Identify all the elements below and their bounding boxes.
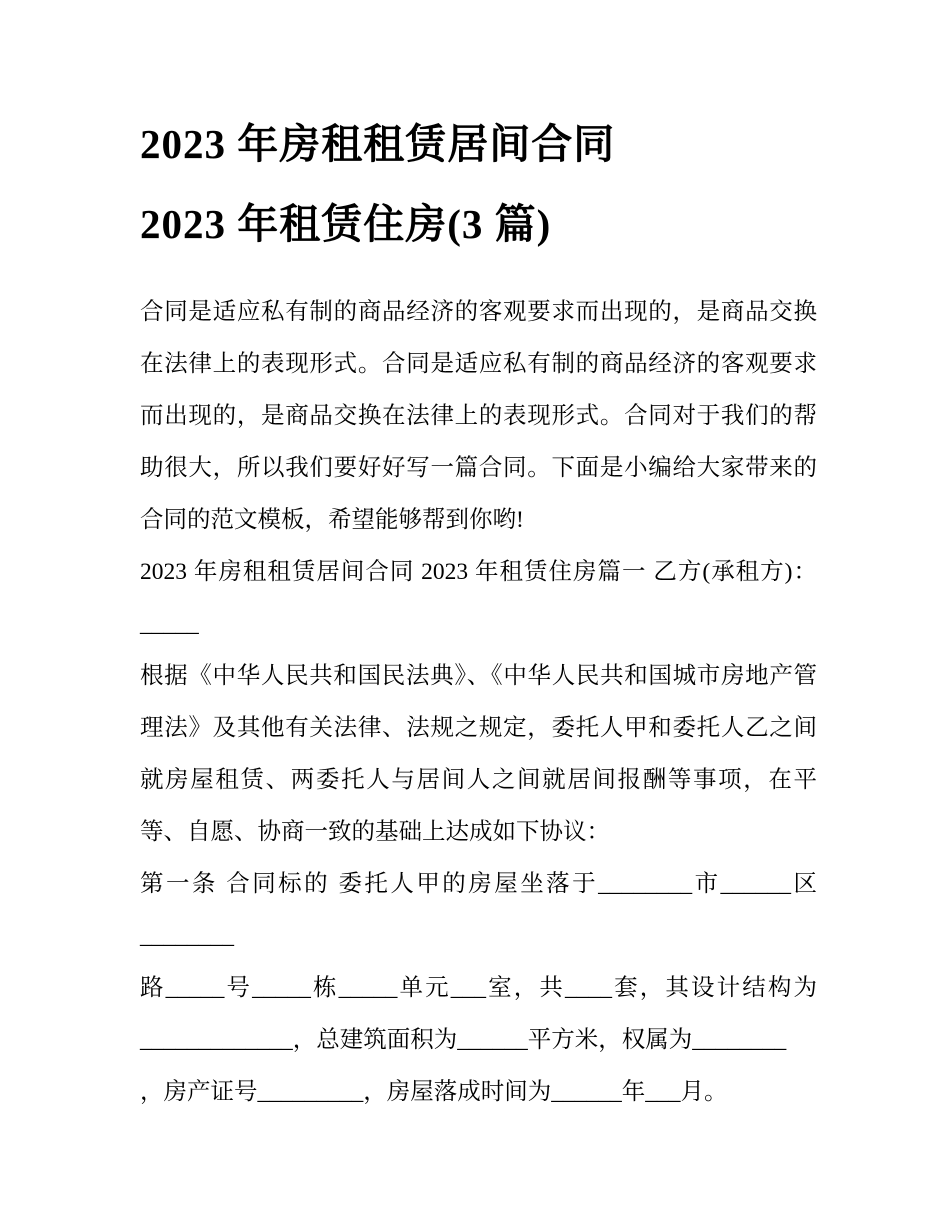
document-title-line-2: 2023 年租赁住房(3 篇) bbox=[140, 201, 552, 247]
paragraph-property-certificate: ，房产证号_________，房屋落成时间为______年___月。 bbox=[140, 1079, 728, 1105]
document-body bbox=[140, 286, 817, 1118]
paragraph-party-b: 2023 年房租租赁居间合同 2023 年租赁住房篇一 乙方(承租方)：_____ bbox=[140, 559, 817, 637]
paragraph-legal-basis: 根据《中华人民共和国民法典》、《中华人民共和国城市房地产管理法》及其他有关法律、法规之规定，委托人甲和委托人乙之间就房屋租赁、两委托人与居间人之间就居间报酬等事项，在平等、自愿、协商一致的基础上达成如下协议： bbox=[140, 663, 817, 845]
document-title bbox=[140, 104, 817, 264]
paragraph-intro: 合同是适应私有制的商品经济的客观要求而出现的，是商品交换在法律上的表现形式。合同是适应私有制的商品经济的客观要求而出现的，是商品交换在法律上的表现形式。合同对于我们的帮助很大，所以我们要好好写一篇合同。下面是小编给大家带来的合同的范文模板，希望能够帮到你哟! bbox=[140, 299, 817, 533]
paragraph-article-1-subject: 第一条 合同标的 委托人甲的房屋坐落于________市______区________ bbox=[140, 871, 817, 949]
paragraph-address-details: 路_____号_____栋_____单元___室，共____套，其设计结构为_____________，总建筑面积为______平方米，权属为________ bbox=[140, 975, 817, 1053]
document-title-line-1: 2023 年房租租赁居间合同 bbox=[140, 121, 616, 167]
